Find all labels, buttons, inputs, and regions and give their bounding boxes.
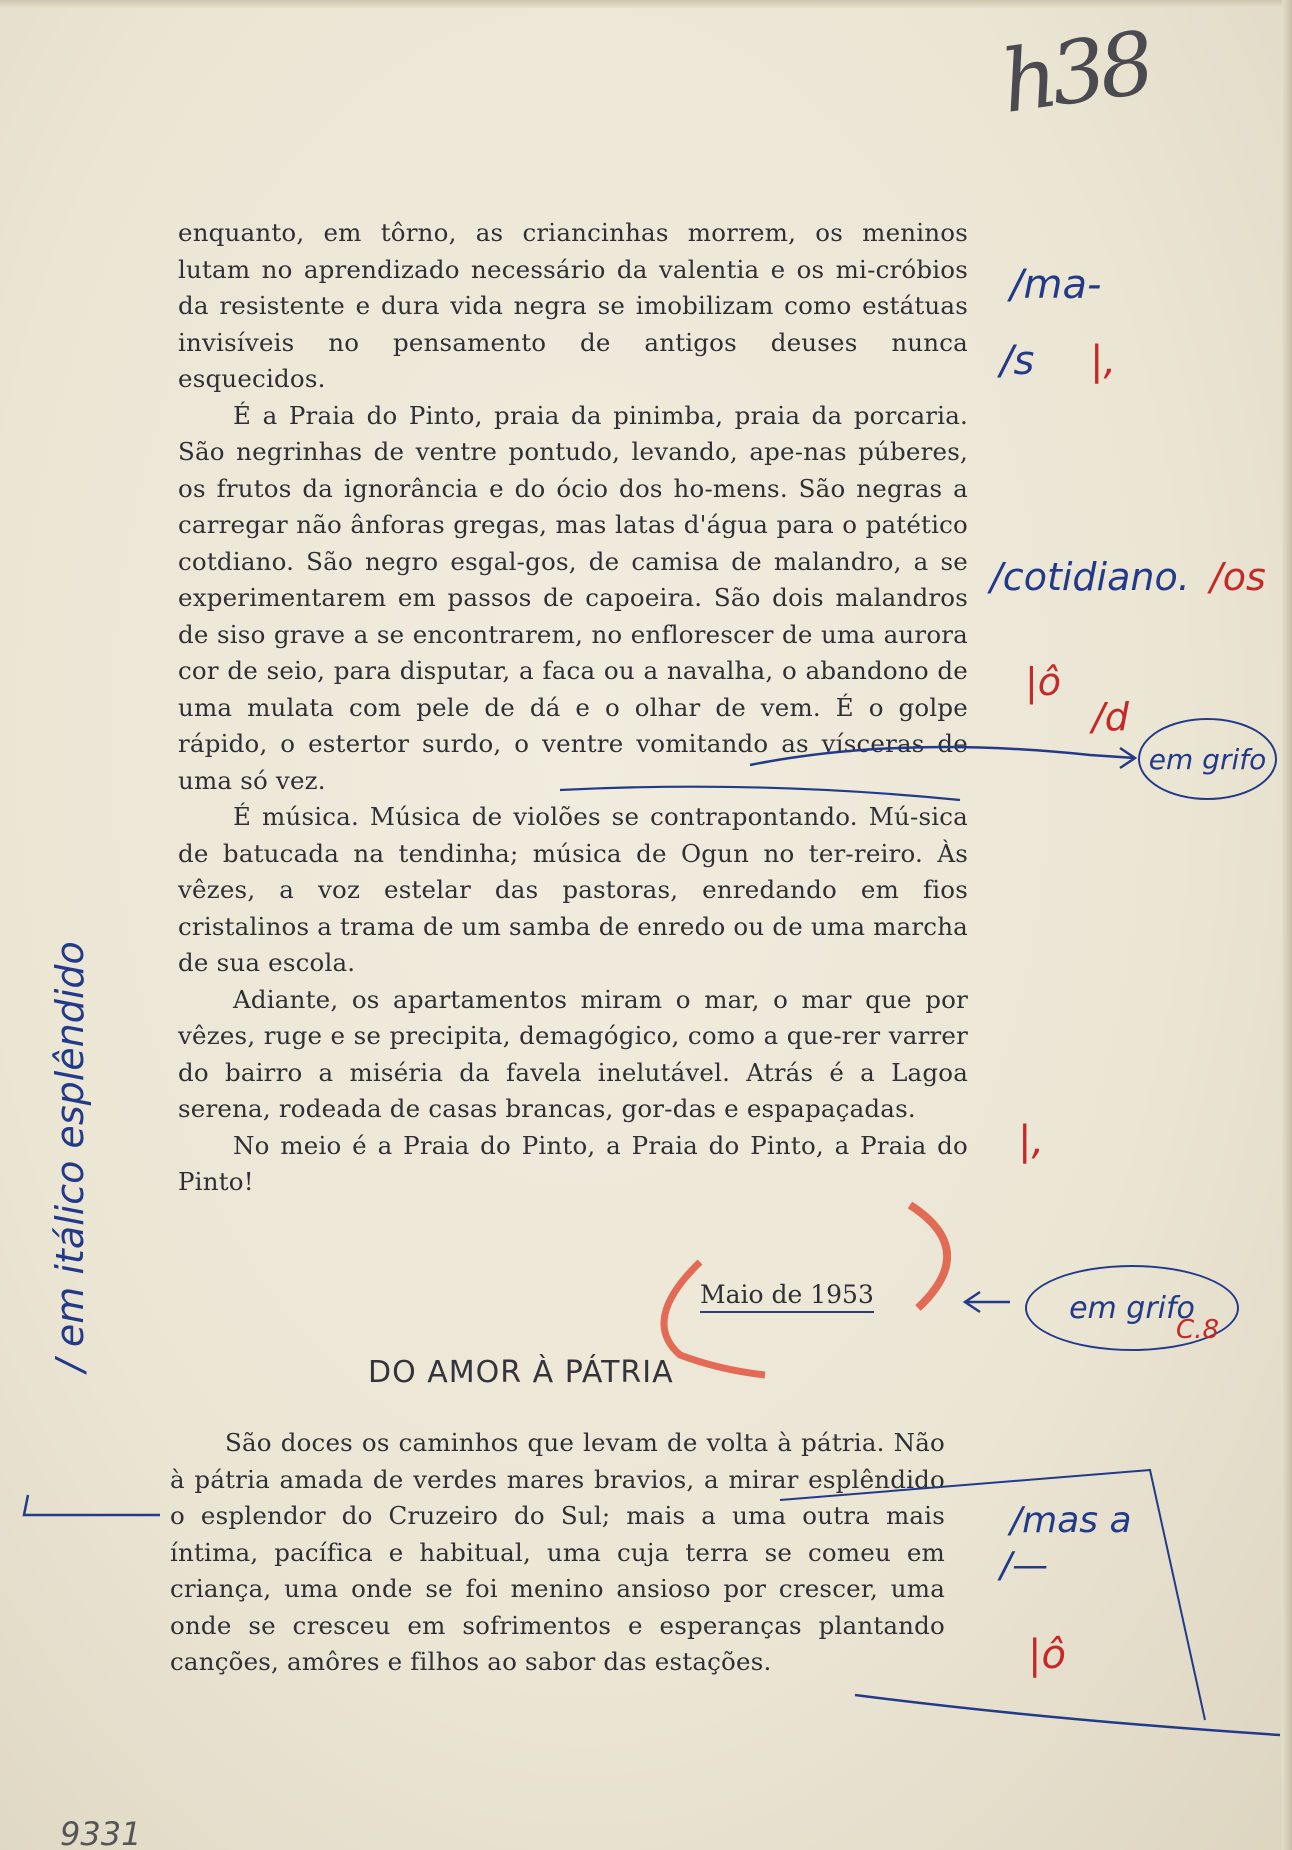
red-bracket-date: [664, 1262, 765, 1375]
annotation-d: /d: [1092, 695, 1129, 739]
annotation-comma-1: |,: [1090, 338, 1117, 384]
annotation-c8: C.8: [1176, 1315, 1219, 1345]
annotation-vertical-italic: / em itálico esplêndido: [48, 941, 92, 1372]
annotation-s: /s: [1000, 338, 1035, 384]
annotation-mas: /mas a: [1010, 1500, 1132, 1541]
annotation-ma: /ma-: [1010, 262, 1102, 308]
paragraph-3: É música. Música de violões se contrapontando. Mú-sica de batucada na tendinha; música de Ogun no ter-reiro. Às vêzes, a voz estelar das pastoras, enredando em fios cristalinos a trama de um samba de enredo ou de uma marcha de sua escola.: [178, 802, 968, 977]
paragraph-1: enquanto, em tôrno, as criancinhas morrem, os meninos lutam no aprendizado necessário da valentia e os mi-cróbios da resistente e dura vida negra se imobilizam como estátuas invisíveis no pensamento de antigos deuses nunca esquecidos.: [178, 218, 968, 393]
em-grifo-2-text: em grifo: [1069, 1290, 1195, 1326]
margin-box-line: [780, 1470, 1205, 1720]
paragraph-4: Adiante, os apartamentos miram o mar, o mar que por vêzes, ruge e se precipita, demagógico, como a que-rer varrer do bairro a miséria da favela inelutável. Atrás é a Lagoa serena, rodeada de casas brancas, gor-das e espapaçadas.: [178, 984, 968, 1123]
annotation-o-circumflex-2: |ô: [1028, 1632, 1066, 1678]
annotation-em-grifo-1: em grifo: [1138, 718, 1277, 800]
annotation-dash: /—: [1000, 1545, 1049, 1586]
date-signature: Maio de 1953: [700, 1280, 874, 1313]
section-title: DO AMOR À PÁTRIA: [368, 1355, 674, 1390]
annotation-os: /os: [1210, 555, 1266, 599]
paragraph-2: É a Praia do Pinto, praia da pinimba, praia da porcaria. São negrinhas de ventre pontudo, levando, ape-nas púberes, os frutos da ignorância e do ócio dos ho-mens. São negras a carregar não ânforas gregas, mas latas d'água para o patético cotdiano. São negro esgal-gos, de camisa de malandro, a se experimentarem em passos de capoeira. São dois malandros de siso grave a se encontrarem, no enflorescer de uma aurora cor de seio, para disputar, a faca ou a navalha, o abandono de uma mulata com pele de dá e o olhar de vem. É o golpe rápido, o estertor surdo, o ventre vomitando as vísceras de uma só vez.: [178, 400, 968, 795]
annotation-cotidiano: /cotidiano.: [990, 555, 1190, 599]
annotation-comma-2: |,: [1018, 1118, 1045, 1164]
bottom-rule: [855, 1695, 1280, 1735]
strike-ventre: [560, 787, 960, 800]
folio-number: h38: [995, 13, 1155, 133]
section-paragraph: São doces os caminhos que levam de volta à pátria. Não à pátria amada de verdes mares bravios, a mirar esplêndido o esplendor do Cruzeiro do Sul; mais a uma outra mais íntima, pacífica e habitual, uma cuja terra se comeu em criança, uma onde se foi menino ansioso por crescer, uma onde se cresceu em sofrimentos e esperanças plantando canções, amôres e filhos ao sabor das estações.: [170, 1428, 945, 1676]
bottom-number-scrawl: 9331: [60, 1815, 142, 1850]
paragraph-5: No meio é a Praia do Pinto, a Praia do Pinto, a Praia do Pinto!: [178, 1130, 968, 1196]
vertical-bracket: [24, 1495, 160, 1515]
red-slash-date: [910, 1205, 947, 1308]
arrow-em-grifo-1: [750, 747, 1135, 765]
annotation-o-circumflex-1: |ô: [1025, 660, 1062, 704]
